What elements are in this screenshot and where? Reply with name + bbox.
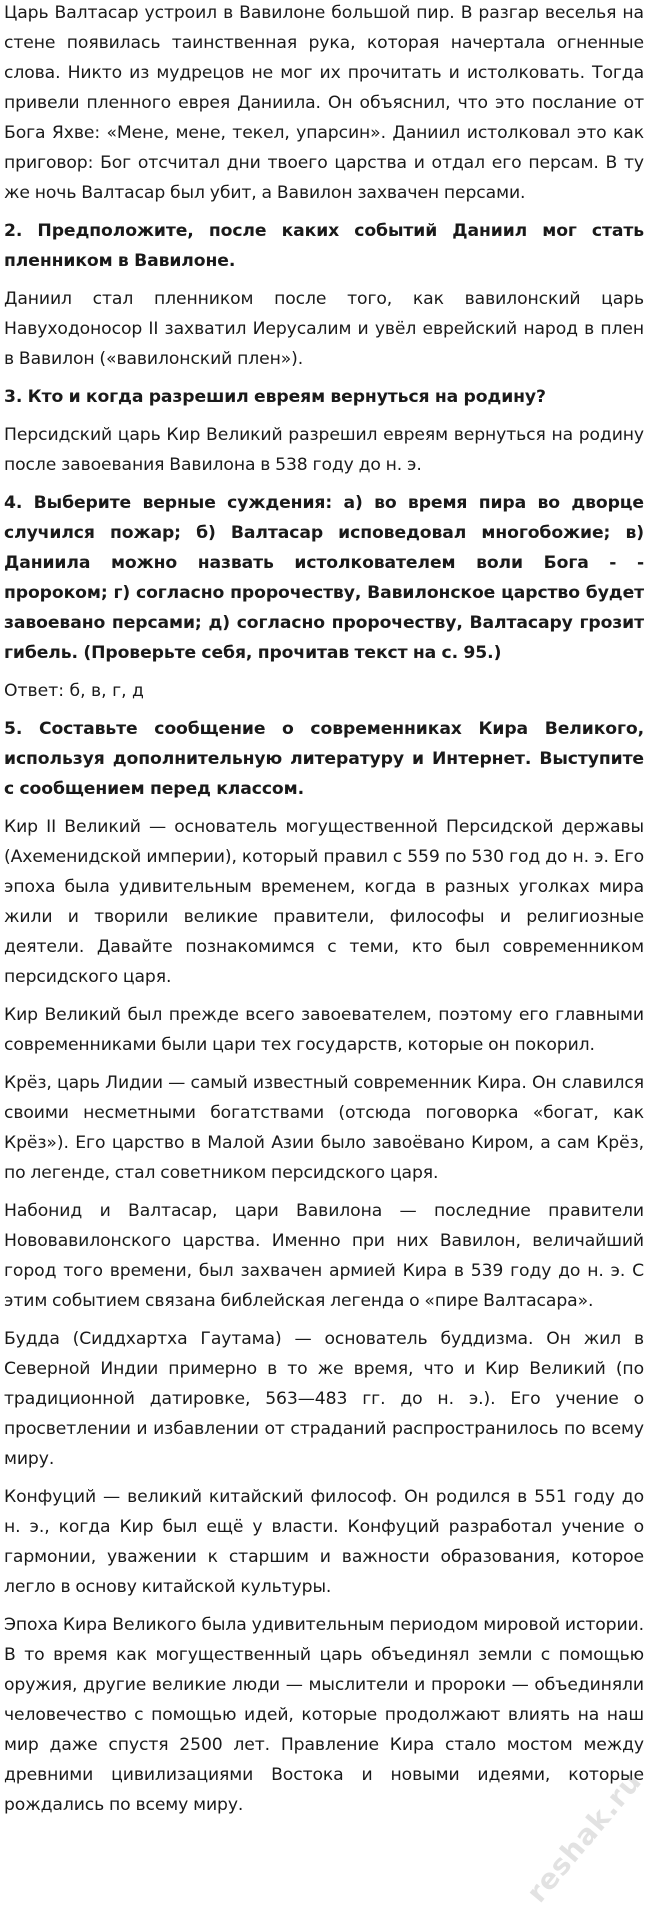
answer-3: Персидский царь Кир Великий разрешил евреям вернуться на родину после завоевания Вавилона в 538 году до н. э. [4, 425, 644, 475]
question-4: 4. Выберите верные суждения: а) во время пира во дворце случился пожар; б) Валтасар исповедовал многобожие; в) Даниила можно назвать истолкователем воли Бога - - пророком; г) согласно пророчеству, Вавилонское царство будет завоевано персами; д) согласно пророчеству, Валтасару грозит гибель. (Проверьте себя, прочитав текст на с. 95.) [4, 493, 644, 663]
answer-5-paragraph-4: Набонид и Валтасар, цари Вавилона — последние правители Нововавилонского царства. Именно при них Вавилон, величайший город того времени, был захвачен армией Кира в 539 году до н. э. С этим событием связана библейская легенда о «пире Валтасара». [4, 1201, 644, 1311]
question-2: 2. Предположите, после каких событий Даниил мог стать пленником в Вавилоне. [4, 221, 644, 271]
answer-4: Ответ: б, в, г, д [4, 681, 144, 701]
answer-5-paragraph-7: Эпоха Кира Великого была удивительным периодом мировой истории. В то время как могущественный царь объединял земли с помощью оружия, другие великие люди — мыслители и пророки — объединяли человечество с помощью идей, которые продолжают влиять на наш мир даже спустя 2500 лет. Правление Кира стало мостом между древними цивилизациями Востока и новыми идеями, которые рождались по всему миру. [4, 1615, 644, 1815]
answer-5-paragraph-3: Крёз, царь Лидии — самый известный современник Кира. Он славился своими несметными богатствами (отсюда поговорка «богат, как Крёз»). Его царство в Малой Азии было завоёвано Киром, а сам Крёз, по легенде, стал советником персидского царя. [4, 1073, 644, 1183]
question-3: 3. Кто и когда разрешил евреям вернуться на родину? [4, 387, 546, 407]
answer-5-paragraph-2: Кир Великий был прежде всего завоевателем, поэтому его главными современниками были цари тех государств, которые он покорил. [4, 1005, 644, 1055]
answer-5-paragraph-6: Конфуций — великий китайский философ. Он родился в 551 году до н. э., когда Кир был ещё у власти. Конфуций разработал учение о гармонии, уважении к старшим и важности образования, которое легло в основу китайской культуры. [4, 1487, 644, 1597]
question-5: 5. Составьте сообщение о современниках Кира Великого, используя дополнительную литературу и Интернет. Выступите с сообщением перед классом. [4, 719, 644, 799]
watermark: reshak.ru [519, 1764, 648, 1909]
intro-paragraph: Царь Валтасар устроил в Вавилоне большой пир. В разгар веселья на стене появилась таинственная рука, которая начертала огненные слова. Никто из мудрецов не мог их прочитать и истолковать. Тогда привели пленного еврея Даниила. Он объяснил, что это послание от Бога Яхве: «Мене, мене, текел, упарсин». Даниил истолковал это как приговор: Бог отсчитал дни твоего царства и отдал его персам. В ту же ночь Валтасар был убит, а Вавилон захвачен персами. [4, 3, 644, 203]
answer-5-paragraph-5: Будда (Сиддхартха Гаутама) — основатель буддизма. Он жил в Северной Индии примерно в то же время, что и Кир Великий (по традиционной датировке, 563—483 гг. до н. э.). Его учение о просветлении и избавлении от страданий распространилось по всему миру. [4, 1329, 644, 1469]
answer-2: Даниил стал пленником после того, как вавилонский царь Навуходоносор II захватил Иерусалим и увёл еврейский народ в плен в Вавилон («вавилонский плен»). [4, 289, 644, 369]
answer-5-paragraph-1: Кир II Великий — основатель могущественной Персидской державы (Ахеменидской империи), который правил с 559 по 530 год до н. э. Его эпоха была удивительным временем, когда в разных уголках мира жили и творили великие правители, философы и религиозные деятели. Давайте познакомимся с теми, кто был современником персидского царя. [4, 817, 644, 987]
